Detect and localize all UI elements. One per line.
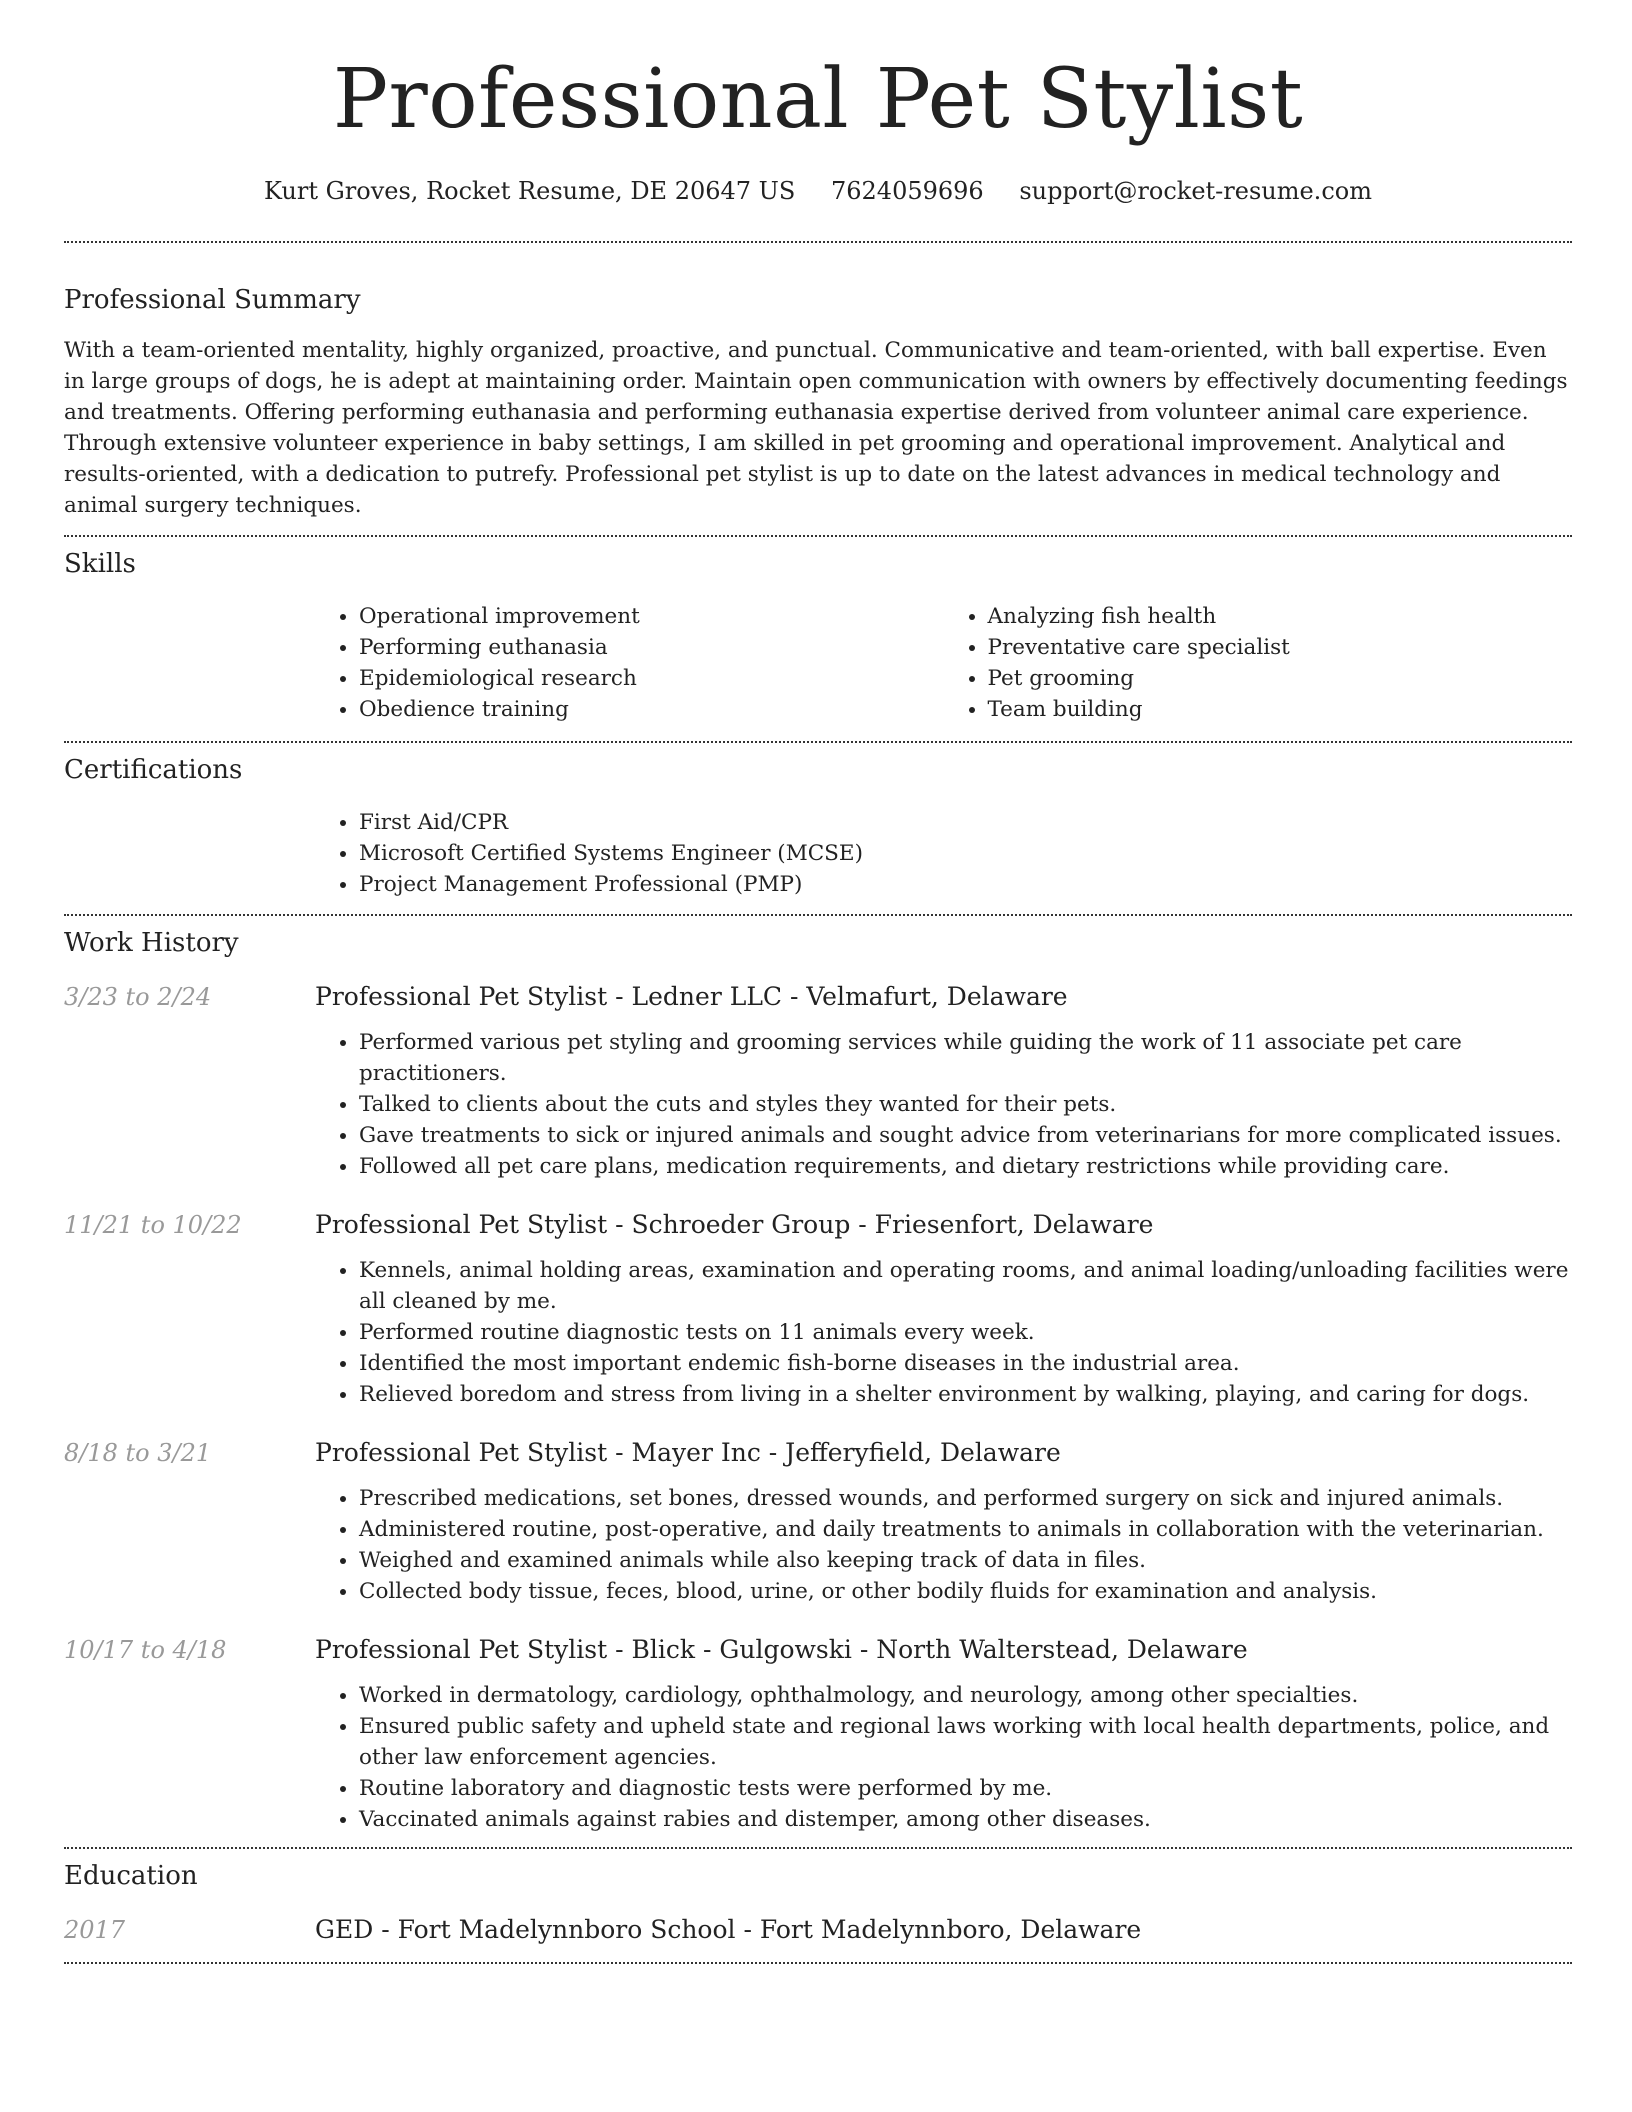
divider xyxy=(64,241,1572,243)
contact-email: support@rocket-resume.com xyxy=(1019,177,1372,205)
job-heading xyxy=(315,1210,1153,1239)
job-bullet: • Performed routine diagnostic tests on 11 animals every week. xyxy=(359,1317,1572,1348)
divider xyxy=(64,741,1572,743)
job-title: Professional Pet Stylist xyxy=(315,1438,608,1467)
job-bullet: • Relieved boredom and stress from living in a shelter environment by walking, playing, and caring for dogs. xyxy=(359,1379,1572,1410)
job-bullet: • Weighed and examined animals while also keeping track of data in files. xyxy=(359,1545,1572,1576)
job-heading xyxy=(315,1438,1061,1467)
job-date: 3/23 to 2/24 xyxy=(64,983,212,1011)
section-title-work-history: Work History xyxy=(64,928,239,958)
skill-item: • Preventative care specialist xyxy=(988,632,1573,663)
job-bullet: • Routine laboratory and diagnostic tests were performed by me. xyxy=(359,1773,1572,1804)
job-bullet: • Collected body tissue, feces, blood, urine, or other bodily fluids for examination and analysis. xyxy=(359,1576,1572,1607)
job-title: Professional Pet Stylist xyxy=(315,1210,608,1239)
divider xyxy=(64,914,1572,916)
skill-item: • Obedience training xyxy=(359,694,944,725)
job-header xyxy=(64,1635,1572,1664)
job-title: Professional Pet Stylist xyxy=(315,982,608,1011)
job-bullet: • Vaccinated animals against rabies and distemper, among other diseases. xyxy=(359,1804,1572,1835)
skills-column-right xyxy=(944,601,1573,725)
job-title: Professional Pet Stylist xyxy=(315,1635,608,1664)
job-bullets xyxy=(315,1027,1572,1182)
contact-address: Kurt Groves, Rocket Resume, DE 20647 US xyxy=(264,177,796,205)
skill-item: • Operational improvement xyxy=(359,601,944,632)
job-bullet: • Followed all pet care plans, medication requirements, and dietary restrictions while providing care. xyxy=(359,1151,1572,1182)
section-title-education: Education xyxy=(64,1861,198,1891)
job-details: - Ledner LLC - Velmafurt, Delaware xyxy=(607,982,1068,1011)
job-bullet: • Ensured public safety and upheld state and regional laws working with local health departments, police, and other law enforcement agencies. xyxy=(359,1711,1572,1773)
job-details: - Mayer Inc - Jefferyfield, Delaware xyxy=(607,1438,1061,1467)
job-bullet: • Administered routine, post-operative, and daily treatments to animals in collaboration with the veterinarian. xyxy=(359,1514,1572,1545)
job-header xyxy=(64,1210,1572,1239)
job-bullet: • Identified the most important endemic fish-borne diseases in the industrial area. xyxy=(359,1348,1572,1379)
contact-line xyxy=(64,174,1572,208)
job-entry xyxy=(64,1635,1572,1835)
job-header xyxy=(64,1438,1572,1467)
job-date: 11/21 to 10/22 xyxy=(64,1211,242,1239)
job-bullet: • Worked in dermatology, cardiology, ophthalmology, and neurology, among other specialties. xyxy=(359,1680,1572,1711)
job-bullets xyxy=(315,1483,1572,1607)
resume-page xyxy=(64,0,1572,1964)
divider xyxy=(64,1962,1572,1964)
job-bullet: • Prescribed medications, set bones, dressed wounds, and performed surgery on sick and injured animals. xyxy=(359,1483,1572,1514)
job-entry xyxy=(64,1438,1572,1607)
skill-item: • Analyzing fish health xyxy=(988,601,1573,632)
education-details: GED - Fort Madelynnboro School - Fort Madelynnboro, Delaware xyxy=(315,1915,1142,1944)
job-entry xyxy=(64,982,1572,1182)
job-header xyxy=(64,982,1572,1011)
section-title-summary: Professional Summary xyxy=(64,285,361,315)
job-entry xyxy=(64,1210,1572,1410)
summary-text: With a team-oriented mentality, highly organized, proactive, and punctual. Communicative and team-oriented, with ball expertise. Even in large groups of dogs, he is adept at maintaining order. Maintain open communication with owners by effectively documenting feedings and treatments. Offering performing euthanasia and performing euthanasia expertise derived from volunteer animal care experience. Through extensive volunteer experience in baby settings, I am skilled in pet grooming and operational improvement. Analytical and results-oriented, with a dedication to putrefy. Professional pet stylist is up to date on the latest advances in medical technology and animal surgery techniques. xyxy=(64,338,1568,518)
certification-item: • First Aid/CPR xyxy=(359,807,1572,838)
section-title-certifications: Certifications xyxy=(64,755,243,785)
skills-column-left xyxy=(315,601,944,725)
job-heading xyxy=(315,982,1068,1011)
job-bullets xyxy=(315,1680,1572,1835)
education-date: 2017 xyxy=(64,1916,126,1944)
section-title-skills: Skills xyxy=(64,549,136,579)
divider xyxy=(64,535,1572,537)
job-bullets xyxy=(315,1255,1572,1410)
job-date: 10/17 to 4/18 xyxy=(64,1636,227,1664)
skill-item: • Pet grooming xyxy=(988,663,1573,694)
education-entry xyxy=(64,1915,1572,1944)
skills-list xyxy=(315,601,1572,725)
job-date: 8/18 to 3/21 xyxy=(64,1439,212,1467)
certification-item: • Microsoft Certified Systems Engineer (MCSE) xyxy=(359,838,1572,869)
skill-item: • Performing euthanasia xyxy=(359,632,944,663)
job-bullet: • Kennels, animal holding areas, examination and operating rooms, and animal loading/unloading facilities were all cleaned by me. xyxy=(359,1255,1572,1317)
job-details: - Schroeder Group - Friesenfort, Delaware xyxy=(607,1210,1154,1239)
divider xyxy=(64,1847,1572,1849)
job-heading xyxy=(315,1635,1248,1664)
certification-item: • Project Management Professional (PMP) xyxy=(359,869,1572,900)
skill-item: • Epidemiological research xyxy=(359,663,944,694)
job-details: - Blick - Gulgowski - North Walterstead, Delaware xyxy=(607,1635,1248,1664)
skill-item: • Team building xyxy=(988,694,1573,725)
resume-title: Professional Pet Stylist xyxy=(332,52,1304,147)
job-bullet: • Talked to clients about the cuts and styles they wanted for their pets. xyxy=(359,1089,1572,1120)
certifications-list xyxy=(315,807,1572,900)
job-bullet: • Performed various pet styling and grooming services while guiding the work of 11 associate pet care practitioners. xyxy=(359,1027,1572,1089)
contact-phone: 7624059696 xyxy=(831,177,984,205)
job-bullet: • Gave treatments to sick or injured animals and sought advice from veterinarians for more complicated issues. xyxy=(359,1120,1572,1151)
